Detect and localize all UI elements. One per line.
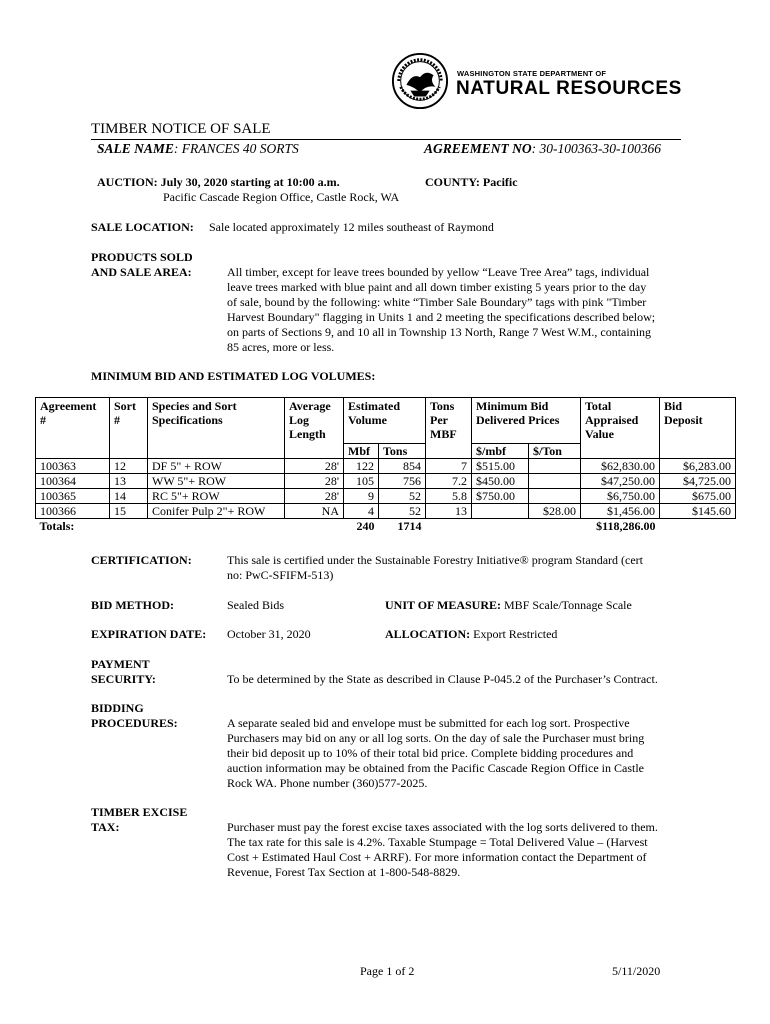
cell-deposit: $4,725.00 bbox=[660, 474, 736, 489]
cell-species: DF 5" + ROW bbox=[148, 459, 285, 474]
products-description: All timber, except for leave trees bounded by yellow “Leave Tree Area” tags, individual leave trees marked with blue paint and all down timber existing 5 years prior to the day of sale, bound by the following: white “Timber Sale Boundary” tags with pink "Timber Harvest Boundary" flagging in Units 1 and 2 meeting the specifications described below; on parts of Sections 9, and 10 all in Township 13 North, Range 7 West W.M., containing 85 acres, more or less. bbox=[227, 265, 656, 354]
totals-mbf: 240 bbox=[356, 519, 375, 533]
cell-total: $1,456.00 bbox=[581, 504, 660, 519]
cell-species: WW 5"+ ROW bbox=[148, 474, 285, 489]
excise-text: Purchaser must pay the forest excise taxes associated with the log sorts delivered to them. The tax rate for this sale is 4.2%. Taxable Stumpage = Total Delivered Value – (Harvest Cost + Estimated Haul Cost + ARRF). For more information contact the Department of Revenue, Forest Tax Section at 1-800-548-8829. bbox=[227, 820, 658, 879]
cell-deposit: $6,283.00 bbox=[660, 459, 736, 474]
cell-tons-per: 5.8 bbox=[426, 489, 472, 504]
cell-mbf: 4 bbox=[344, 504, 379, 519]
cell-mbf: 105 bbox=[344, 474, 379, 489]
log-volume-table bbox=[35, 397, 736, 533]
cell-avg-log: 28' bbox=[285, 489, 344, 504]
header-min-bid: Minimum Bid Delivered Prices bbox=[472, 398, 581, 444]
cell-tons-per: 7.2 bbox=[426, 474, 472, 489]
header-per-mbf: $/mbf bbox=[472, 444, 529, 459]
department-subtitle: WASHINGTON STATE DEPARTMENT OF bbox=[457, 69, 607, 78]
cell-mbf: 9 bbox=[344, 489, 379, 504]
cell-tons-per: 13 bbox=[426, 504, 472, 519]
table-header-row bbox=[36, 398, 736, 444]
cell-sort: 12 bbox=[110, 459, 148, 474]
cell-agreement: 100364 bbox=[36, 474, 110, 489]
cell-tons: 756 bbox=[379, 474, 426, 489]
header-species: Species and Sort Specifications bbox=[148, 398, 285, 459]
header-total-appraised: Total Appraised Value bbox=[581, 398, 660, 459]
table-row bbox=[36, 489, 736, 504]
totals-label: Totals: bbox=[39, 519, 75, 533]
dnr-seal-logo bbox=[391, 52, 449, 110]
cell-total: $47,250.00 bbox=[581, 474, 660, 489]
header-tons-per: Tons Per MBF bbox=[426, 398, 472, 459]
cell-species: RC 5"+ ROW bbox=[148, 489, 285, 504]
auction-label: AUCTION: bbox=[97, 175, 158, 189]
sale-location-label: SALE LOCATION: bbox=[91, 220, 194, 234]
cell-total: $62,830.00 bbox=[581, 459, 660, 474]
totals-tons: 1714 bbox=[397, 519, 422, 533]
certification-label: CERTIFICATION: bbox=[91, 553, 192, 567]
document-title: TIMBER NOTICE OF SALE bbox=[91, 121, 271, 137]
header-sort: Sort # bbox=[110, 398, 148, 459]
cell-tons: 52 bbox=[379, 504, 426, 519]
cell-agreement: 100366 bbox=[36, 504, 110, 519]
table-row bbox=[36, 459, 736, 474]
header-bid-deposit: Bid Deposit bbox=[660, 398, 736, 459]
header-per-ton: $/Ton bbox=[529, 444, 581, 459]
cell-mbf: 122 bbox=[344, 459, 379, 474]
cell-per-ton bbox=[529, 474, 581, 489]
unit-of-measure: UNIT OF MEASURE: MBF Scale/Tonnage Scale bbox=[385, 598, 632, 612]
cell-avg-log: 28' bbox=[285, 459, 344, 474]
cell-agreement: 100363 bbox=[36, 459, 110, 474]
county-row bbox=[425, 175, 518, 190]
header-tons: Tons bbox=[379, 444, 426, 459]
payment-label: PAYMENT SECURITY: bbox=[91, 657, 156, 686]
cell-avg-log: NA bbox=[285, 504, 344, 519]
cell-sort: 14 bbox=[110, 489, 148, 504]
auction-row bbox=[97, 175, 340, 190]
sale-location-value: Sale located approximately 12 miles southeast of Raymond bbox=[209, 220, 494, 234]
allocation: ALLOCATION: Export Restricted bbox=[385, 627, 558, 641]
cell-per-ton: $28.00 bbox=[529, 504, 581, 519]
min-bid-heading: MINIMUM BID AND ESTIMATED LOG VOLUMES: bbox=[91, 369, 376, 383]
totals-value: $118,286.00 bbox=[596, 519, 656, 533]
bidding-text: A separate sealed bid and envelope must be submitted for each log sort. Prospective Purchasers may bid on any or all log sorts. On the day of sale the Purchaser must bring their bid deposit up to 10% of their total bid price. Complete bidding procedures and auction information may be obtained from the Pacific Cascade Region Office in Castle Rock WA. Phone number (360)577-2025. bbox=[227, 716, 645, 790]
department-name: NATURAL RESOURCES bbox=[456, 78, 682, 99]
cell-per-mbf: $450.00 bbox=[472, 474, 529, 489]
cell-avg-log: 28' bbox=[285, 474, 344, 489]
products-label: PRODUCTS SOLD AND SALE AREA: bbox=[91, 250, 193, 279]
footer-date: 5/11/2020 bbox=[612, 964, 661, 978]
bid-method-value: Sealed Bids bbox=[227, 598, 284, 612]
expiration-label: EXPIRATION DATE: bbox=[91, 627, 207, 641]
header-agreement: Agreement # bbox=[36, 398, 110, 459]
page-number: Page 1 of 2 bbox=[360, 964, 415, 978]
cell-tons-per: 7 bbox=[426, 459, 472, 474]
certification-text: This sale is certified under the Sustainable Forestry Initiative® program Standard (cert no: PwC-SFIFM-513) bbox=[227, 553, 643, 582]
cell-per-mbf: $750.00 bbox=[472, 489, 529, 504]
cell-per-ton bbox=[529, 459, 581, 474]
auction-value: July 30, 2020 starting at 10:00 a.m. bbox=[160, 175, 340, 189]
cell-sort: 13 bbox=[110, 474, 148, 489]
cell-tons: 52 bbox=[379, 489, 426, 504]
cell-tons: 854 bbox=[379, 459, 426, 474]
table-totals-row bbox=[36, 519, 736, 534]
header-avg-log: Average Log Length bbox=[285, 398, 344, 459]
header-est-volume: Estimated Volume bbox=[344, 398, 426, 444]
county-label: COUNTY: bbox=[425, 175, 480, 189]
cell-per-mbf bbox=[472, 504, 529, 519]
table-row bbox=[36, 504, 736, 519]
bid-method-label: BID METHOD: bbox=[91, 598, 175, 612]
cell-per-ton bbox=[529, 489, 581, 504]
cell-deposit: $675.00 bbox=[660, 489, 736, 504]
excise-label: TIMBER EXCISE TAX: bbox=[91, 805, 188, 834]
cell-agreement: 100365 bbox=[36, 489, 110, 504]
payment-value: To be determined by the State as described in Clause P-045.2 of the Purchaser’s Contract. bbox=[227, 672, 658, 686]
expiration-value: October 31, 2020 bbox=[227, 627, 311, 641]
agreement-number: AGREEMENT NO: 30-100363-30-100366 bbox=[424, 141, 662, 156]
cell-sort: 15 bbox=[110, 504, 148, 519]
sale-name: SALE NAME: FRANCES 40 SORTS bbox=[97, 141, 299, 156]
cell-deposit: $145.60 bbox=[660, 504, 736, 519]
title-divider bbox=[91, 139, 681, 140]
cell-species: Conifer Pulp 2"+ ROW bbox=[148, 504, 285, 519]
bidding-label: BIDDING PROCEDURES: bbox=[91, 701, 178, 730]
header-mbf: Mbf bbox=[344, 444, 379, 459]
table-row bbox=[36, 474, 736, 489]
county-value: Pacific bbox=[482, 175, 518, 189]
cell-total: $6,750.00 bbox=[581, 489, 660, 504]
auction-location: Pacific Cascade Region Office, Castle Rock, WA bbox=[163, 190, 400, 204]
cell-per-mbf: $515.00 bbox=[472, 459, 529, 474]
